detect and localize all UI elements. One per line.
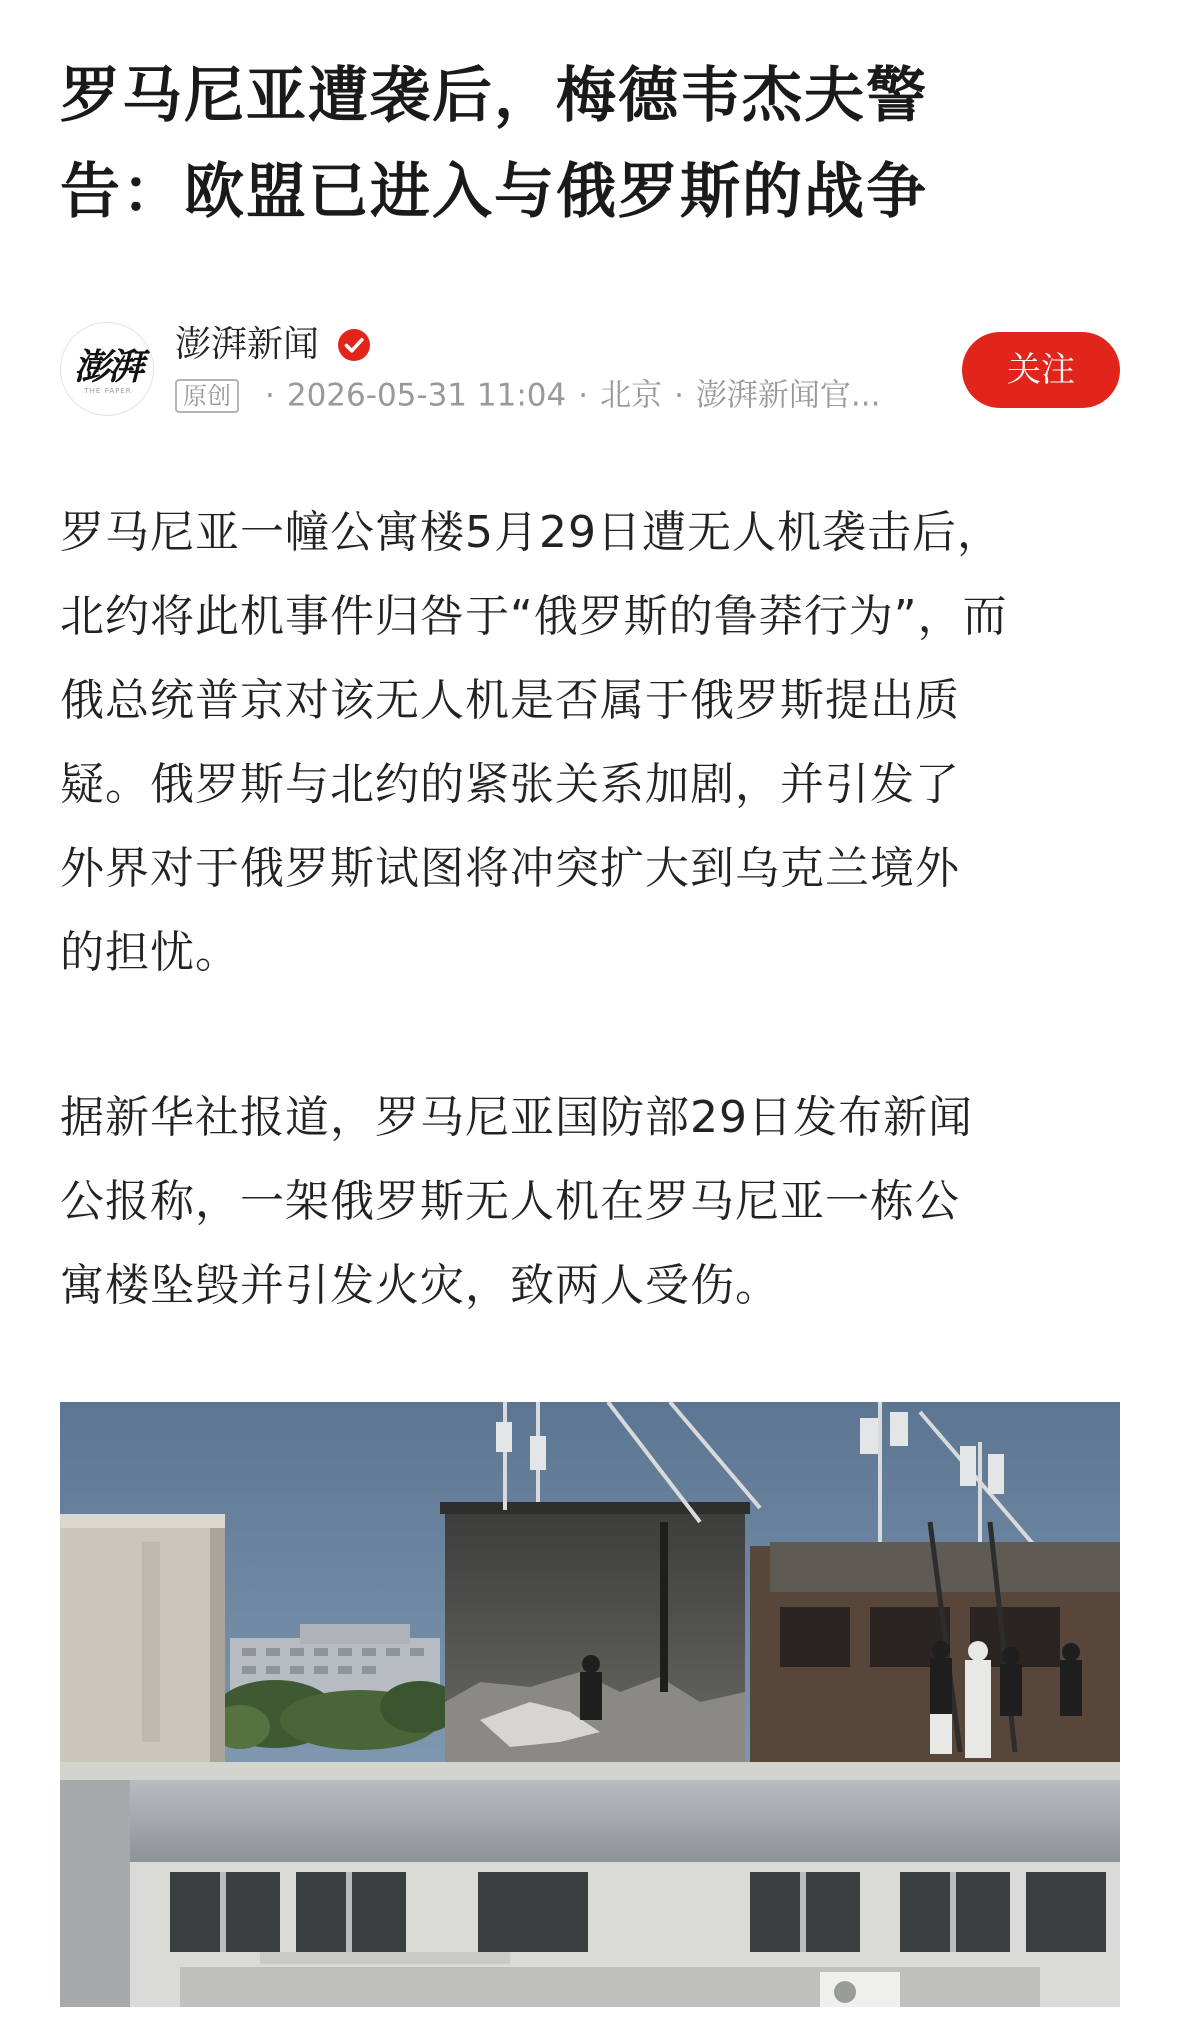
paragraph-line: 公报称，一架俄罗斯无人机在罗马尼亚一栋公	[60, 1176, 960, 1227]
paragraph-line: 北约将此机事件归咎于“俄罗斯的鲁莽行为”，而	[60, 591, 1008, 642]
title-line: 罗马尼亚遭袭后，梅德韦杰夫警	[60, 61, 928, 131]
article-title	[60, 48, 1060, 240]
paragraph-line: 的担忧。	[60, 927, 240, 978]
paragraph-line: 俄总统普京对该无人机是否属于俄罗斯提出质	[60, 675, 960, 726]
author-name-line	[175, 322, 372, 368]
avatar[interactable]	[60, 322, 154, 416]
article-photo[interactable]	[60, 1402, 1120, 2007]
damaged-apartment-rooftop-photo	[60, 1402, 1120, 2007]
author-name[interactable]: 澎湃新闻	[175, 324, 320, 365]
follow-button[interactable]: 关注	[962, 332, 1120, 408]
verified-badge-icon	[336, 327, 372, 363]
avatar-logo-text: 澎湃	[73, 346, 142, 388]
meta-separator: ·	[265, 377, 275, 414]
paragraph-line: 疑。俄罗斯与北约的紧张关系加剧，并引发了	[60, 759, 960, 810]
title-line: 告：欧盟已进入与俄罗斯的战争	[60, 157, 928, 227]
publish-date: 2026-05-31 11:04	[286, 377, 567, 414]
publish-location: 北京	[600, 377, 663, 414]
article-paragraph-2	[60, 1076, 1120, 1328]
paragraph-line: 寓楼坠毁并引发火灾，致两人受伤。	[60, 1260, 780, 1311]
publish-source: 澎湃新闻官...	[695, 377, 881, 414]
article-meta	[175, 372, 881, 416]
article-paragraph-1	[60, 491, 1120, 995]
paragraph-line: 据新华社报道，罗马尼亚国防部29日发布新闻	[60, 1092, 973, 1143]
paragraph-line: 外界对于俄罗斯试图将冲突扩大到乌克兰境外	[60, 843, 960, 894]
paragraph-line: 罗马尼亚一幢公寓楼5月29日遭无人机袭击后，	[60, 507, 1002, 558]
original-badge: 原创	[175, 379, 239, 413]
meta-separator: ·	[674, 377, 684, 414]
avatar-logo-subtext: THE PAPER	[84, 387, 132, 395]
author-row	[60, 322, 1120, 418]
meta-separator: ·	[578, 377, 589, 414]
